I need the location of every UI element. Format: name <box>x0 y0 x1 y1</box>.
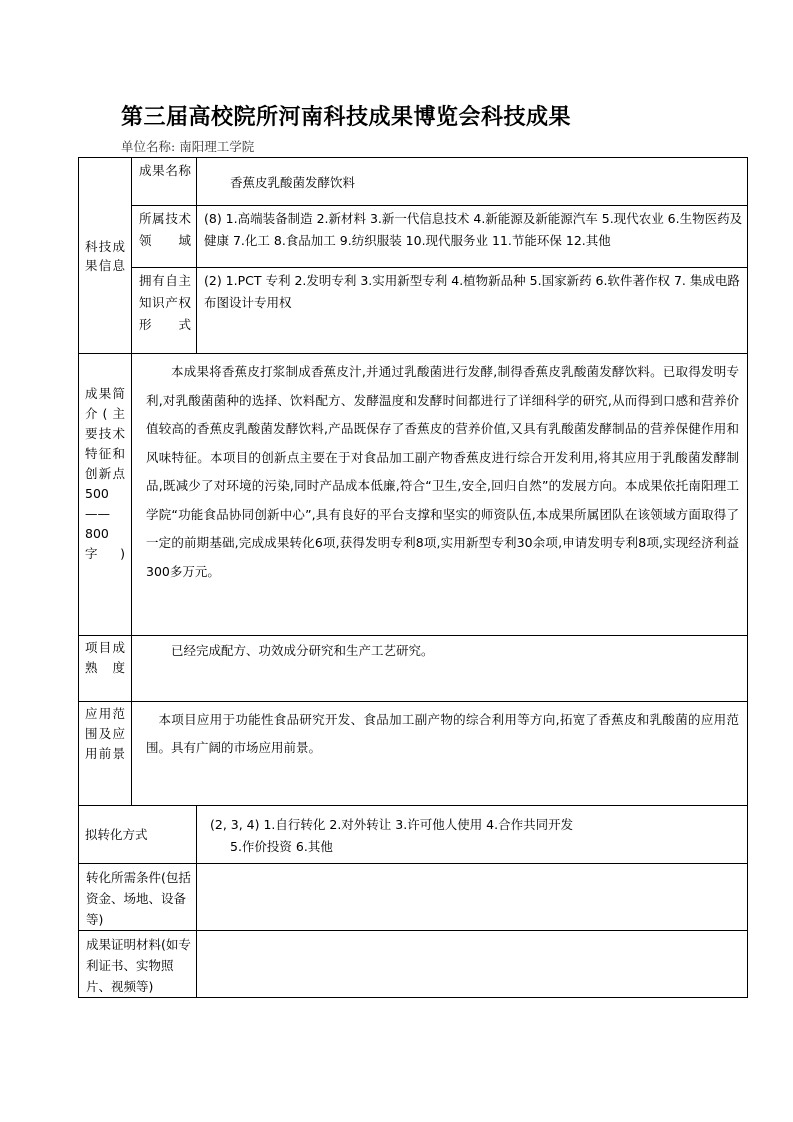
intro-label: 成果简介(主要技术特征和创新点500——800字) <box>79 354 132 636</box>
unit-line <box>121 137 258 155</box>
row-transfer-mode <box>79 806 748 864</box>
field-value: (8) 1.高端装备制造 2.新材料 3.新一代信息技术 4.新能源及新能源汽车 5.现代农业 6.生物医药及健康 7.化工 8.食品加工 9.纺织服装 10.现代服务业 11.节能环保 12.其他 <box>197 206 748 268</box>
row-achievement-name <box>79 158 748 206</box>
name-label: 成果名称 <box>132 158 197 206</box>
achievement-form-table <box>78 157 748 998</box>
intro-value: 本成果将香蕉皮打浆制成香蕉皮汁,并通过乳酸菌进行发酵,制得香蕉皮乳酸菌发酵饮料。已取得发明专利,对乳酸菌菌种的选择、饮料配方、发酵温度和发酵时间都进行了详细科学的研究,从而得到口感和营养价值较高的香蕉皮乳酸菌发酵饮料,产品既保存了香蕉皮的营养价值,又具有乳酸菌发酵制品的营养保健作用和风味特征。本项目的创新点主要在于对食品加工副产物香蕉皮进行综合开发利用,将其应用于乳酸菌发酵制品,既减少了对环境的污染,同时产品成本低廉,符合“卫生,安全,回归自然”的发展方向。本成果依托南阳理工学院“功能食品协同创新中心”,具有良好的平台支撑和坚实的师资队伍,本成果所属团队在该领域方面取得了一定的前期基础,完成成果转化6项,获得发明专利8项,实用新型专利30余项,申请发明专利8项,实现经济利益300多万元。 <box>132 354 748 636</box>
row-proof <box>79 931 748 998</box>
mode-label: 拟转化方式 <box>79 806 197 864</box>
unit-value: 南阳理工学院 <box>179 139 255 154</box>
mode-line-2: 5.作价投资 6.其他 <box>230 839 333 854</box>
field-label: 所属技术领域 <box>132 206 197 268</box>
row-application <box>79 702 748 806</box>
document-title: 第三届高校院所河南科技成果博览会科技成果 <box>121 105 572 130</box>
proof-value[interactable] <box>197 931 748 998</box>
row-intro <box>79 354 748 636</box>
unit-label: 单位名称: <box>121 139 176 154</box>
section-info-label: 科技成果信息 <box>79 158 132 354</box>
application-value: 本项目应用于功能性食品研究开发、食品加工副产物的综合利用等方向,拓宽了香蕉皮和乳酸菌的应用范围。具有广阔的市场应用前景。 <box>132 702 748 806</box>
conditions-label: 转化所需条件(包括资金、场地、设备等) <box>79 864 197 931</box>
proof-label: 成果证明材料(如专利证书、实物照片、视频等) <box>79 931 197 998</box>
application-label: 应用范围及应用前景 <box>79 702 132 806</box>
maturity-label: 项目成熟度 <box>79 636 132 702</box>
row-maturity <box>79 636 748 702</box>
ip-label: 拥有自主知识产权形式 <box>132 268 197 354</box>
ip-value: (2) 1.PCT 专利 2.发明专利 3.实用新型专利 4.植物新品种 5.国家新药 6.软件著作权 7. 集成电路布图设计专用权 <box>197 268 748 354</box>
mode-value <box>197 806 748 864</box>
maturity-value: 已经完成配方、功效成分研究和生产工艺研究。 <box>132 636 748 702</box>
name-value: 香蕉皮乳酸菌发酵饮料 <box>197 158 748 206</box>
conditions-value[interactable] <box>197 864 748 931</box>
mode-line-1: (2, 3, 4) 1.自行转化 2.对外转让 3.许可他人使用 4.合作共同开发 <box>210 817 574 832</box>
row-ip-form <box>79 268 748 354</box>
row-conditions <box>79 864 748 931</box>
row-tech-field <box>79 206 748 268</box>
